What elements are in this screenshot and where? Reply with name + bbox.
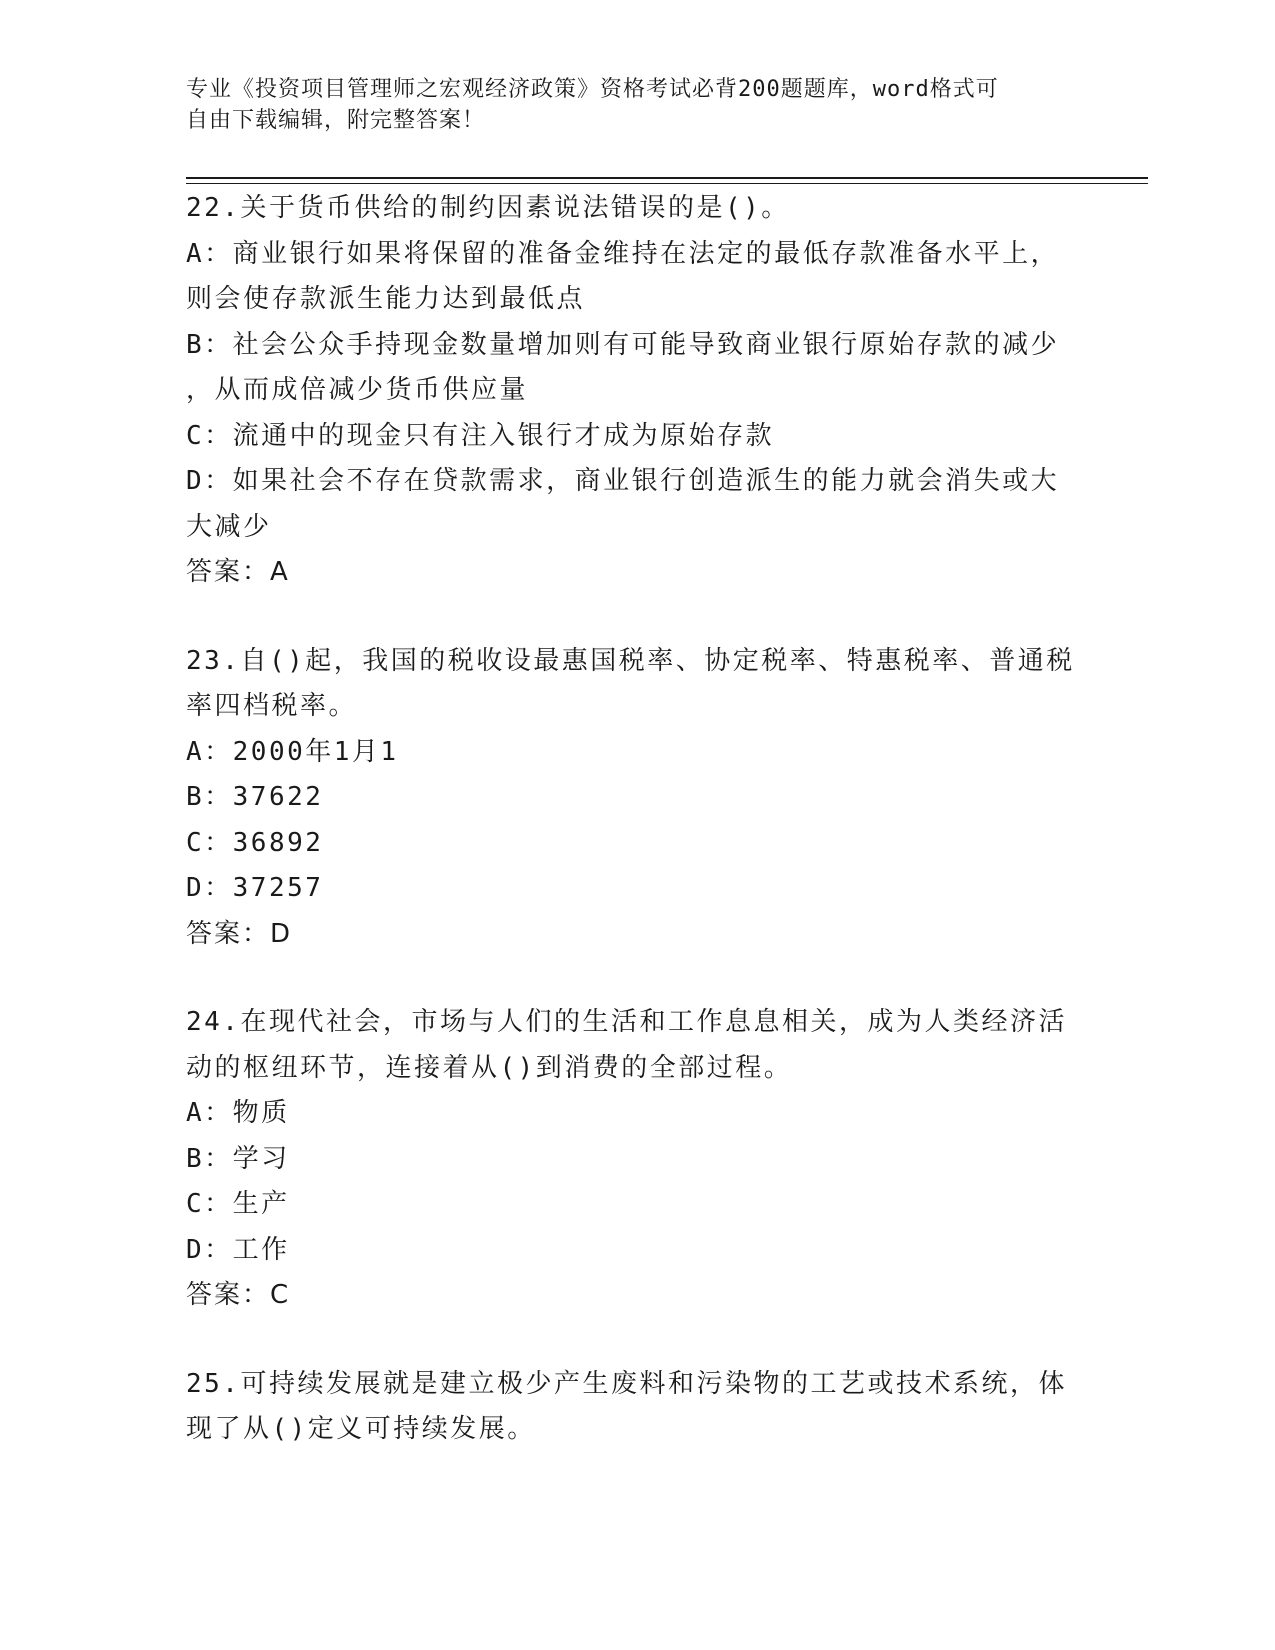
question-24-option-a: A：物质 <box>186 1098 290 1128</box>
question-22-option-a: A：商业银行如果将保留的准备金维持在法定的最低存款准备水平上， <box>186 238 1060 269</box>
question-24 <box>186 1000 1086 1319</box>
question-23-stem-cont: 率四档税率。 <box>186 691 358 721</box>
question-22-option-d-cont: 大减少 <box>186 511 272 542</box>
question-23-answer: 答案：D <box>186 918 293 949</box>
header-divider-thick <box>186 177 1148 179</box>
question-22-option-b-cont: ，从而成倍减少货币供应量 <box>186 375 529 405</box>
question-23-option-c: C：36892 <box>186 827 324 858</box>
question-24-answer: 答案：C <box>186 1280 291 1310</box>
spacer <box>186 596 1086 639</box>
question-24-option-d: D：工作 <box>186 1234 290 1265</box>
question-22-option-a-cont: 则会使存款派生能力达到最低点 <box>186 284 586 314</box>
question-22-option-b: B：社会公众手持现金数量增加则有可能导致商业银行原始存款的减少 <box>186 329 1060 360</box>
question-22-option-c: C：流通中的现金只有注入银行才成为原始存款 <box>186 420 775 451</box>
question-list <box>186 186 1086 1453</box>
question-24-option-b: B：学习 <box>186 1143 290 1174</box>
question-23 <box>186 639 1086 958</box>
question-22-answer: 答案：A <box>186 557 290 587</box>
question-24-stem-cont: 动的枢纽环节，连接着从()到消费的全部过程。 <box>186 1052 793 1083</box>
question-23-option-d: D：37257 <box>186 873 324 903</box>
question-23-option-a: A：2000年1月1 <box>186 736 399 767</box>
question-24-option-c: C：生产 <box>186 1189 290 1219</box>
spacer <box>186 1319 1086 1362</box>
question-24-stem: 24.在现代社会，市场与人们的生活和工作息息相关，成为人类经济活 <box>186 1007 1067 1037</box>
header-line-2: 自由下载编辑，附完整答案！ <box>186 108 486 133</box>
document-header <box>186 74 1086 136</box>
question-25-stem: 25.可持续发展就是建立极少产生废料和污染物的工艺或技术系统，体 <box>186 1368 1067 1399</box>
question-23-stem: 23.自()起，我国的税收设最惠国税率、协定税率、特惠税率、普通税 <box>186 645 1075 676</box>
spacer <box>186 957 1086 1000</box>
header-line-1: 专业《投资项目管理师之宏观经济政策》资格考试必背200题题库，word格式可 <box>186 77 999 102</box>
question-22-option-d: D：如果社会不存在贷款需求，商业银行创造派生的能力就会消失或大 <box>186 466 1060 496</box>
question-22 <box>186 186 1086 596</box>
question-25 <box>186 1362 1086 1453</box>
header-divider-thin <box>186 183 1148 184</box>
question-22-stem: 22.关于货币供给的制约因素说法错误的是()。 <box>186 193 790 223</box>
question-25-stem-cont: 现了从()定义可持续发展。 <box>186 1414 536 1444</box>
question-23-option-b: B：37622 <box>186 782 324 812</box>
